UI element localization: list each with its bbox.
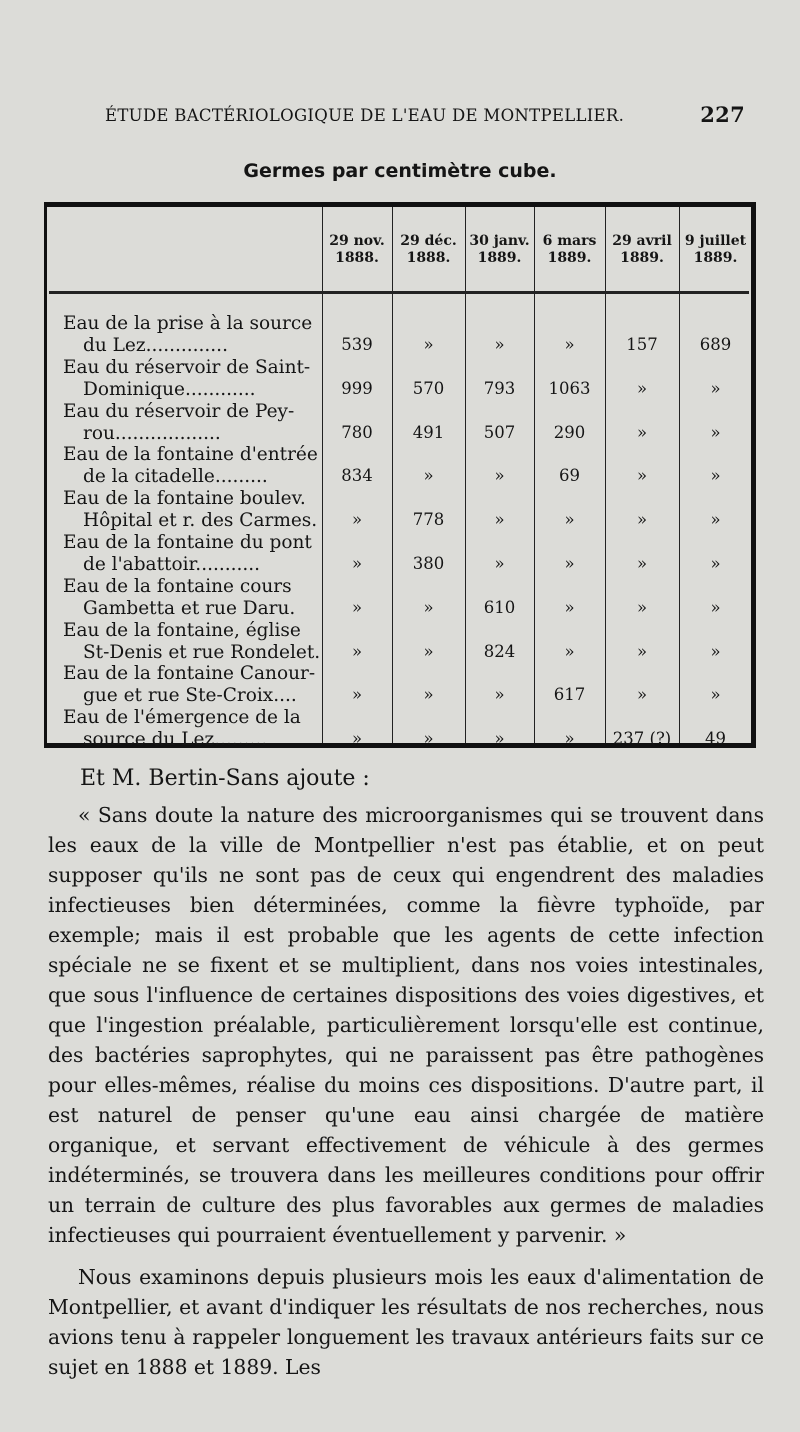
table-cell: »: [564, 335, 575, 354]
row-label-line: Eau de la prise à la source: [63, 313, 313, 334]
row-label: [63, 663, 317, 707]
column-rule: [605, 207, 606, 743]
table-cell: »: [564, 554, 575, 573]
row-label-line: de la citadelle.........: [83, 466, 268, 488]
germs-table: [44, 202, 756, 751]
table-cell: »: [636, 466, 648, 486]
table-cell: »: [564, 729, 575, 749]
body-paragraph-block: [48, 1262, 764, 1382]
column-header-year: 1889.: [547, 250, 592, 266]
table-cell: »: [494, 729, 505, 749]
table-cell: »: [710, 422, 721, 442]
table-cell: 1063: [548, 378, 591, 398]
column-header-year: 1889.: [620, 250, 664, 266]
column-header-year: 1889.: [693, 250, 738, 266]
table-cell: 237 (?): [612, 729, 672, 749]
table-cell: »: [636, 422, 648, 442]
table-cell: 834: [341, 466, 373, 486]
row-label-line: St-Denis et rue Rondelet.: [83, 641, 321, 663]
table-cell: »: [710, 510, 721, 530]
column-header: [323, 233, 391, 273]
table-cell: 69: [559, 466, 580, 486]
row-label-line: Eau du réservoir de Saint-: [63, 356, 311, 378]
column-rule: [392, 207, 393, 743]
table-cell: »: [636, 554, 648, 573]
page-number: 227: [700, 102, 745, 127]
table-cell: 793: [483, 378, 516, 398]
table-cell: 610: [483, 597, 516, 617]
row-label-line: Eau de l'émergence de la: [63, 707, 301, 729]
running-head: [105, 102, 745, 130]
table-cell: 689: [699, 335, 732, 354]
table-cell: »: [423, 335, 434, 354]
row-label: [63, 532, 317, 576]
row-label: [63, 313, 317, 357]
body-paragraph: Nous examinons depuis plusieurs mois les eaux d'alimentation de Montpellier, et avant d'indiquer les résultats de nos recherches, nous avions tenu à rappeler longuement les travaux antérieurs faits sur ce sujet en 1888 et 1889. Les: [48, 1265, 764, 1379]
row-label-line: Eau du réservoir de Pey-: [63, 400, 295, 422]
column-header-date: 6 mars: [542, 233, 597, 249]
row-label-line: de l'abattoir...........: [83, 554, 260, 575]
table-cell: »: [494, 466, 505, 486]
quote-block: [48, 800, 764, 1250]
row-label-line: Dominique............: [83, 378, 256, 400]
row-label: [63, 401, 317, 445]
table-cell: »: [351, 641, 363, 661]
table-cell: »: [564, 510, 575, 530]
table-cell: »: [564, 641, 575, 661]
row-label: [63, 576, 317, 620]
table-cell: 491: [412, 422, 445, 442]
table-cell: 999: [341, 378, 373, 398]
column-header: [535, 233, 604, 273]
table-cell: »: [494, 685, 505, 705]
table-cell: »: [423, 729, 434, 749]
table-cell: 617: [553, 685, 586, 705]
table-cell: »: [494, 554, 505, 573]
table-cell: »: [710, 641, 721, 661]
column-header-year: 1888.: [335, 250, 379, 266]
table-cell: 570: [412, 378, 445, 398]
table-cell: 778: [412, 510, 445, 530]
table-cell: »: [710, 597, 721, 617]
column-header-date: 29 déc.: [400, 233, 457, 249]
table-cell: »: [636, 641, 648, 661]
row-label: [63, 488, 317, 532]
column-header-date: 9 juillet: [684, 233, 747, 249]
table-cell: »: [351, 729, 363, 749]
row-label-line: source du Lez.........: [83, 729, 268, 751]
column-header: [680, 233, 751, 273]
table-cell: 780: [341, 422, 373, 442]
table-cell: »: [564, 597, 575, 617]
table-cell: 539: [341, 335, 373, 354]
column-header-date: 29 avril: [612, 233, 672, 249]
table-cell: »: [636, 597, 648, 617]
table-cell: »: [710, 466, 721, 486]
table-cell: »: [710, 378, 721, 398]
column-header: [466, 233, 533, 273]
column-header-year: 1888.: [406, 250, 451, 266]
row-label-line: Eau de la fontaine Canour-: [63, 663, 316, 685]
table-title: Germes par centimètre cube.: [243, 160, 557, 182]
running-head-title: ÉTUDE BACTÉRIOLOGIQUE DE L'EAU DE MONTPELLIER.: [105, 106, 625, 125]
column-rule: [465, 207, 466, 743]
column-rule: [679, 207, 680, 743]
table-cell: »: [423, 685, 434, 705]
lead-sentence: Et M. Bertin-Sans ajoute :: [80, 766, 370, 791]
column-rule: [322, 207, 323, 743]
table-cell: 49: [705, 729, 726, 749]
row-label: [63, 357, 317, 401]
quote-paragraph: « Sans doute la nature des microorganismes qui se trouvent dans les eaux de la ville de Montpellier n'est pas établie, et on peut supposer qu'ils ne sont pas de ceux qui engendrent des maladies infectieuses bien déterminées, comme la fièvre typhoïde, par exemple; mais il est probable que les agents de cette infection spéciale ne se fixent et se multiplient, dans nos voies intestinales, que sous l'influence de certaines dispositions des voies digestives, et que l'ingestion préalable, particulièrement lorsqu'elle est continue, des bactéries saprophytes, qui ne paraissent pas être pathogènes pour elles-mêmes, réalise du moins ces dispositions. D'autre part, il est naturel de penser qu'une eau ainsi chargée de matière organique, et servant effectivement de véhicule à des germes indéterminés, se trouvera dans les meilleures conditions pour offrir un terrain de culture des plus favorables aux germes de maladies infectieuses qui pourraient éventuellement y parvenir. »: [48, 803, 764, 1247]
table-cell: »: [636, 378, 648, 398]
table-cell: 157: [626, 335, 658, 354]
row-label-line: du Lez..............: [83, 335, 228, 356]
row-label: [63, 707, 317, 751]
row-label: [63, 444, 317, 488]
row-label-line: Gambetta et rue Daru.: [83, 597, 296, 619]
row-label: [63, 619, 321, 664]
row-label-line: rou..................: [83, 422, 221, 444]
row-label-line: Eau de la fontaine cours: [63, 575, 292, 597]
column-header: [606, 233, 678, 273]
table-cell: »: [710, 685, 721, 705]
row-label-line: Eau de la fontaine d'entrée: [63, 444, 318, 466]
header-rule: [49, 291, 749, 294]
table-cell: 380: [412, 554, 445, 573]
row-label-line: gue et rue Ste-Croix....: [83, 685, 297, 707]
column-rule: [534, 207, 535, 743]
table-cell: »: [423, 466, 434, 486]
table-cell: »: [351, 685, 363, 705]
row-label-line: Hôpital et r. des Carmes.: [83, 510, 318, 532]
table-cell: »: [494, 510, 505, 530]
table-cell: »: [710, 554, 721, 573]
table-cell: »: [423, 641, 434, 661]
table-cell: »: [494, 335, 505, 354]
column-header-year: 1889.: [477, 250, 522, 266]
table-cell: »: [351, 597, 363, 617]
table-cell: 507: [483, 422, 516, 442]
table-cell: »: [351, 554, 363, 573]
row-label-line: Eau de la fontaine, église: [63, 619, 301, 641]
table-cell: 290: [553, 422, 586, 442]
table-cell: »: [636, 685, 648, 705]
row-label-line: Eau de la fontaine boulev.: [63, 488, 306, 510]
table-cell: »: [351, 510, 363, 530]
column-header-date: 29 nov.: [329, 233, 385, 249]
row-label-line: Eau de la fontaine du pont: [63, 532, 312, 553]
table-cell: »: [423, 597, 434, 617]
table-cell: 824: [483, 641, 516, 661]
table-cell: »: [636, 510, 648, 530]
column-header: [393, 233, 464, 273]
column-header-date: 30 janv.: [469, 233, 530, 249]
